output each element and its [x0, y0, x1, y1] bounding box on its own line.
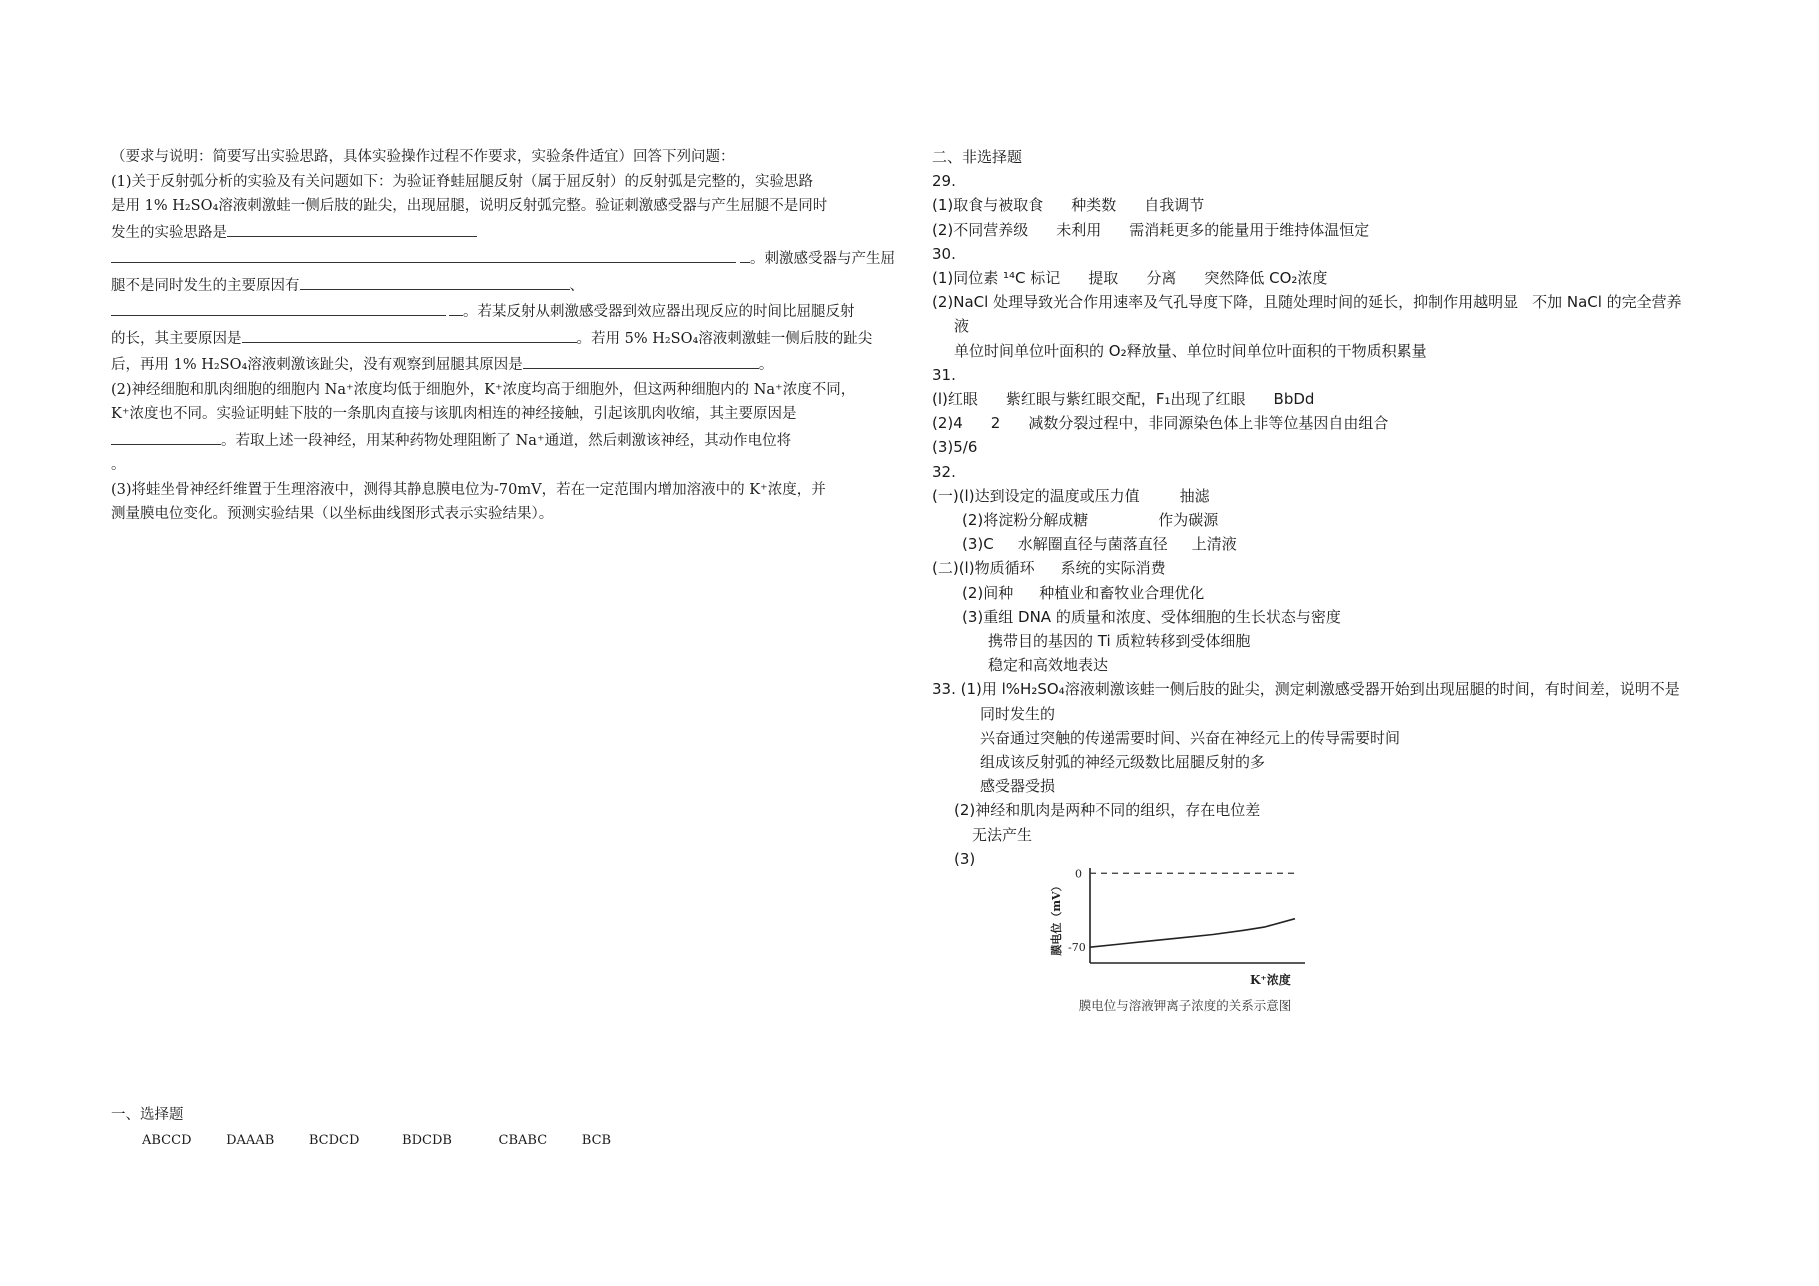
q3-line-a: (3)将蛙坐骨神经纤维置于生理溶液中，测得其静息膜电位为-70mV，若在一定范围内增加溶液中的 K⁺浓度，并 [111, 481, 826, 498]
q1-line-d: 。刺激感受器与产生屈 [111, 245, 906, 272]
answer-30-2-cont: 液 [954, 317, 970, 336]
answer-blank[interactable] [111, 245, 736, 263]
choice-answer-group: BCDCD [308, 1132, 360, 1148]
choice-answer-group: BDCDB [402, 1132, 452, 1148]
q2-line-b: K⁺浓度也不同。实验证明蛙下肢的一条肌肉直接与该肌肉相连的神经接触，引起该肌肉收缩，其主要原因是 [111, 406, 797, 422]
answer-30-2: (2)NaCl 处理导致光合作用速率及气孔导度下降，且随处理时间的延长，抑制作用越明显 不加 NaCl 的完全营养 [932, 293, 1682, 312]
question-column [111, 145, 906, 527]
membrane-potential-chart [1040, 860, 1330, 1020]
choice-answer-group: DAAAB [226, 1132, 275, 1148]
chart-title: 膜电位与溶液钾离子浓度的关系示意图 [1078, 998, 1292, 1013]
answer-32-3: (3)C 水解圈直径与菌落直径 上清液 [962, 535, 1237, 554]
answer-30-1: (1)同位素 ¹⁴C 标记 提取 分离 突然降低 CO₂浓度 [932, 269, 1328, 288]
answer-31-1: (l)红眼 紫红眼与紫红眼交配，F₁出现了红眼 BbDd [932, 390, 1315, 409]
q1-line-a: (1)关于反射弧分析的实验及有关问题如下：为验证脊蛙屈腿反射（属于屈反射）的反射弧是完整的，实验思路 [111, 173, 814, 190]
answer-blank[interactable] [740, 245, 750, 263]
x-axis-label: K⁺浓度 [1250, 973, 1291, 987]
y-tick-label: 0 [1075, 867, 1082, 881]
answer-32-1: (一)(l)达到设定的温度或压力值 抽滤 [932, 486, 1210, 505]
choice-answer-group: BCB [581, 1132, 612, 1148]
answer-32-2: (2)将淀粉分解成糖 作为碳源 [962, 511, 1219, 530]
answer-32-4: (二)(l)物质循环 系统的实际消费 [932, 559, 1166, 578]
section-heading-nonchoice: 二、非选择题 [932, 148, 1023, 166]
q1-line-b: 是用 1% H₂SO₄溶液刺激蛙一侧后肢的趾尖，出现屈腿，说明反射弧完整。验证刺激感受器与产生屈腿不是同时 [111, 198, 828, 214]
answer-30-2-detail: 单位时间单位叶面积的 O₂释放量、单位时间单位叶面积的干物质积累量 [954, 341, 1427, 360]
answer-29-number: 29. [932, 172, 956, 191]
answer-column [932, 145, 1732, 871]
answer-33-1: 33. (1)用 l%H₂SO₄溶液刺激该蛙一侧后肢的趾尖，测定刺激感受器开始到出现屈腿的时间，有时间差，说明不是 [932, 680, 1680, 699]
section-heading-choice: 一、选择题 [111, 1107, 184, 1123]
answer-29-2: (2)不同营养级 未利用 需消耗更多的能量用于维持体温恒定 [932, 220, 1370, 239]
q3-line-b: 测量膜电位变化。预测实验结果（以坐标曲线图形式表示实验结果）。 [111, 506, 554, 522]
q2-line-d: 。 [111, 457, 126, 473]
answer-33-1-cont: 同时发生的 [980, 704, 1056, 723]
q1-line-c: 发生的实验思路是 [111, 219, 906, 246]
answer-32-6: (3)重组 DNA 的质量和浓度、受体细胞的生长状态与密度 [962, 607, 1341, 626]
question-intro: （要求与说明：简要写出实验思路，具体实验操作过程不作要求，实验条件适宜）回答下列问题： [111, 149, 735, 165]
choice-answer-group: ABCCD [142, 1132, 192, 1148]
y-tick-label: -70 [1068, 941, 1086, 955]
choice-section [111, 1103, 641, 1153]
chart-svg [1040, 860, 1330, 1020]
answer-blank[interactable] [242, 325, 577, 343]
answer-blank[interactable] [523, 351, 759, 369]
answer-31-number: 31. [932, 365, 956, 384]
answer-33-2: 兴奋通过突触的传递需要时间、兴奋在神经元上的传导需要时间 [980, 728, 1401, 747]
answer-blank[interactable] [227, 219, 477, 237]
q1-line-f: 。若某反射从刺激感受器到效应器出现反应的时间比屈腿反射 [111, 298, 906, 325]
q2-line-a: (2)神经细胞和肌肉细胞的细胞内 Na⁺浓度均低于细胞外，K⁺浓度均高于细胞外，但这两种细胞内的 Na⁺浓度不同， [111, 381, 856, 398]
answer-blank[interactable] [111, 298, 446, 316]
answer-32-5: (2)间种 种植业和畜牧业合理优化 [962, 583, 1205, 602]
answer-33-6: 无法产生 [972, 825, 1033, 844]
answer-31-3: (3)5/6 [932, 438, 978, 457]
answer-32-8: 稳定和高效地表达 [988, 656, 1109, 675]
q1-line-e: 腿不是同时发生的主要原因有 、 [111, 272, 906, 299]
y-axis-label: 膜电位（mV） [1050, 880, 1063, 956]
q2-line-c: 。若取上述一段神经，用某种药物处理阻断了 Na⁺通道，然后刺激该神经，其动作电位将 [111, 427, 906, 454]
series-line [1090, 919, 1295, 948]
q1-line-h: 后，再用 1% H₂SO₄溶液刺激该趾尖，没有观察到屈腿其原因是 。 [111, 351, 906, 378]
q1-line-g: 的长，其主要原因是 。若用 5% H₂SO₄溶液刺激蛙一侧后肢的趾尖 [111, 325, 906, 352]
answer-blank[interactable] [449, 298, 463, 316]
choice-answers [111, 1128, 641, 1154]
answer-blank[interactable] [300, 272, 570, 290]
answer-33-3: 组成该反射弧的神经元级数比屈腿反射的多 [980, 753, 1266, 772]
choice-answer-group: CBABC [498, 1132, 548, 1148]
answer-33-4: 感受器受损 [980, 777, 1056, 796]
answer-blank[interactable] [111, 427, 221, 445]
answer-31-2: (2)4 2 减数分裂过程中，非同源染色体上非等位基因自由组合 [932, 414, 1389, 433]
answer-32-7: 携带目的基因的 Ti 质粒转移到受体细胞 [988, 632, 1251, 651]
answer-33-5: (2)神经和肌肉是两种不同的组织，存在电位差 [954, 801, 1261, 820]
answer-33-7: (3) [954, 849, 976, 868]
answer-32-number: 32. [932, 462, 956, 481]
answer-29-1: (1)取食与被取食 种类数 自我调节 [932, 196, 1205, 215]
answer-30-number: 30. [932, 244, 956, 263]
